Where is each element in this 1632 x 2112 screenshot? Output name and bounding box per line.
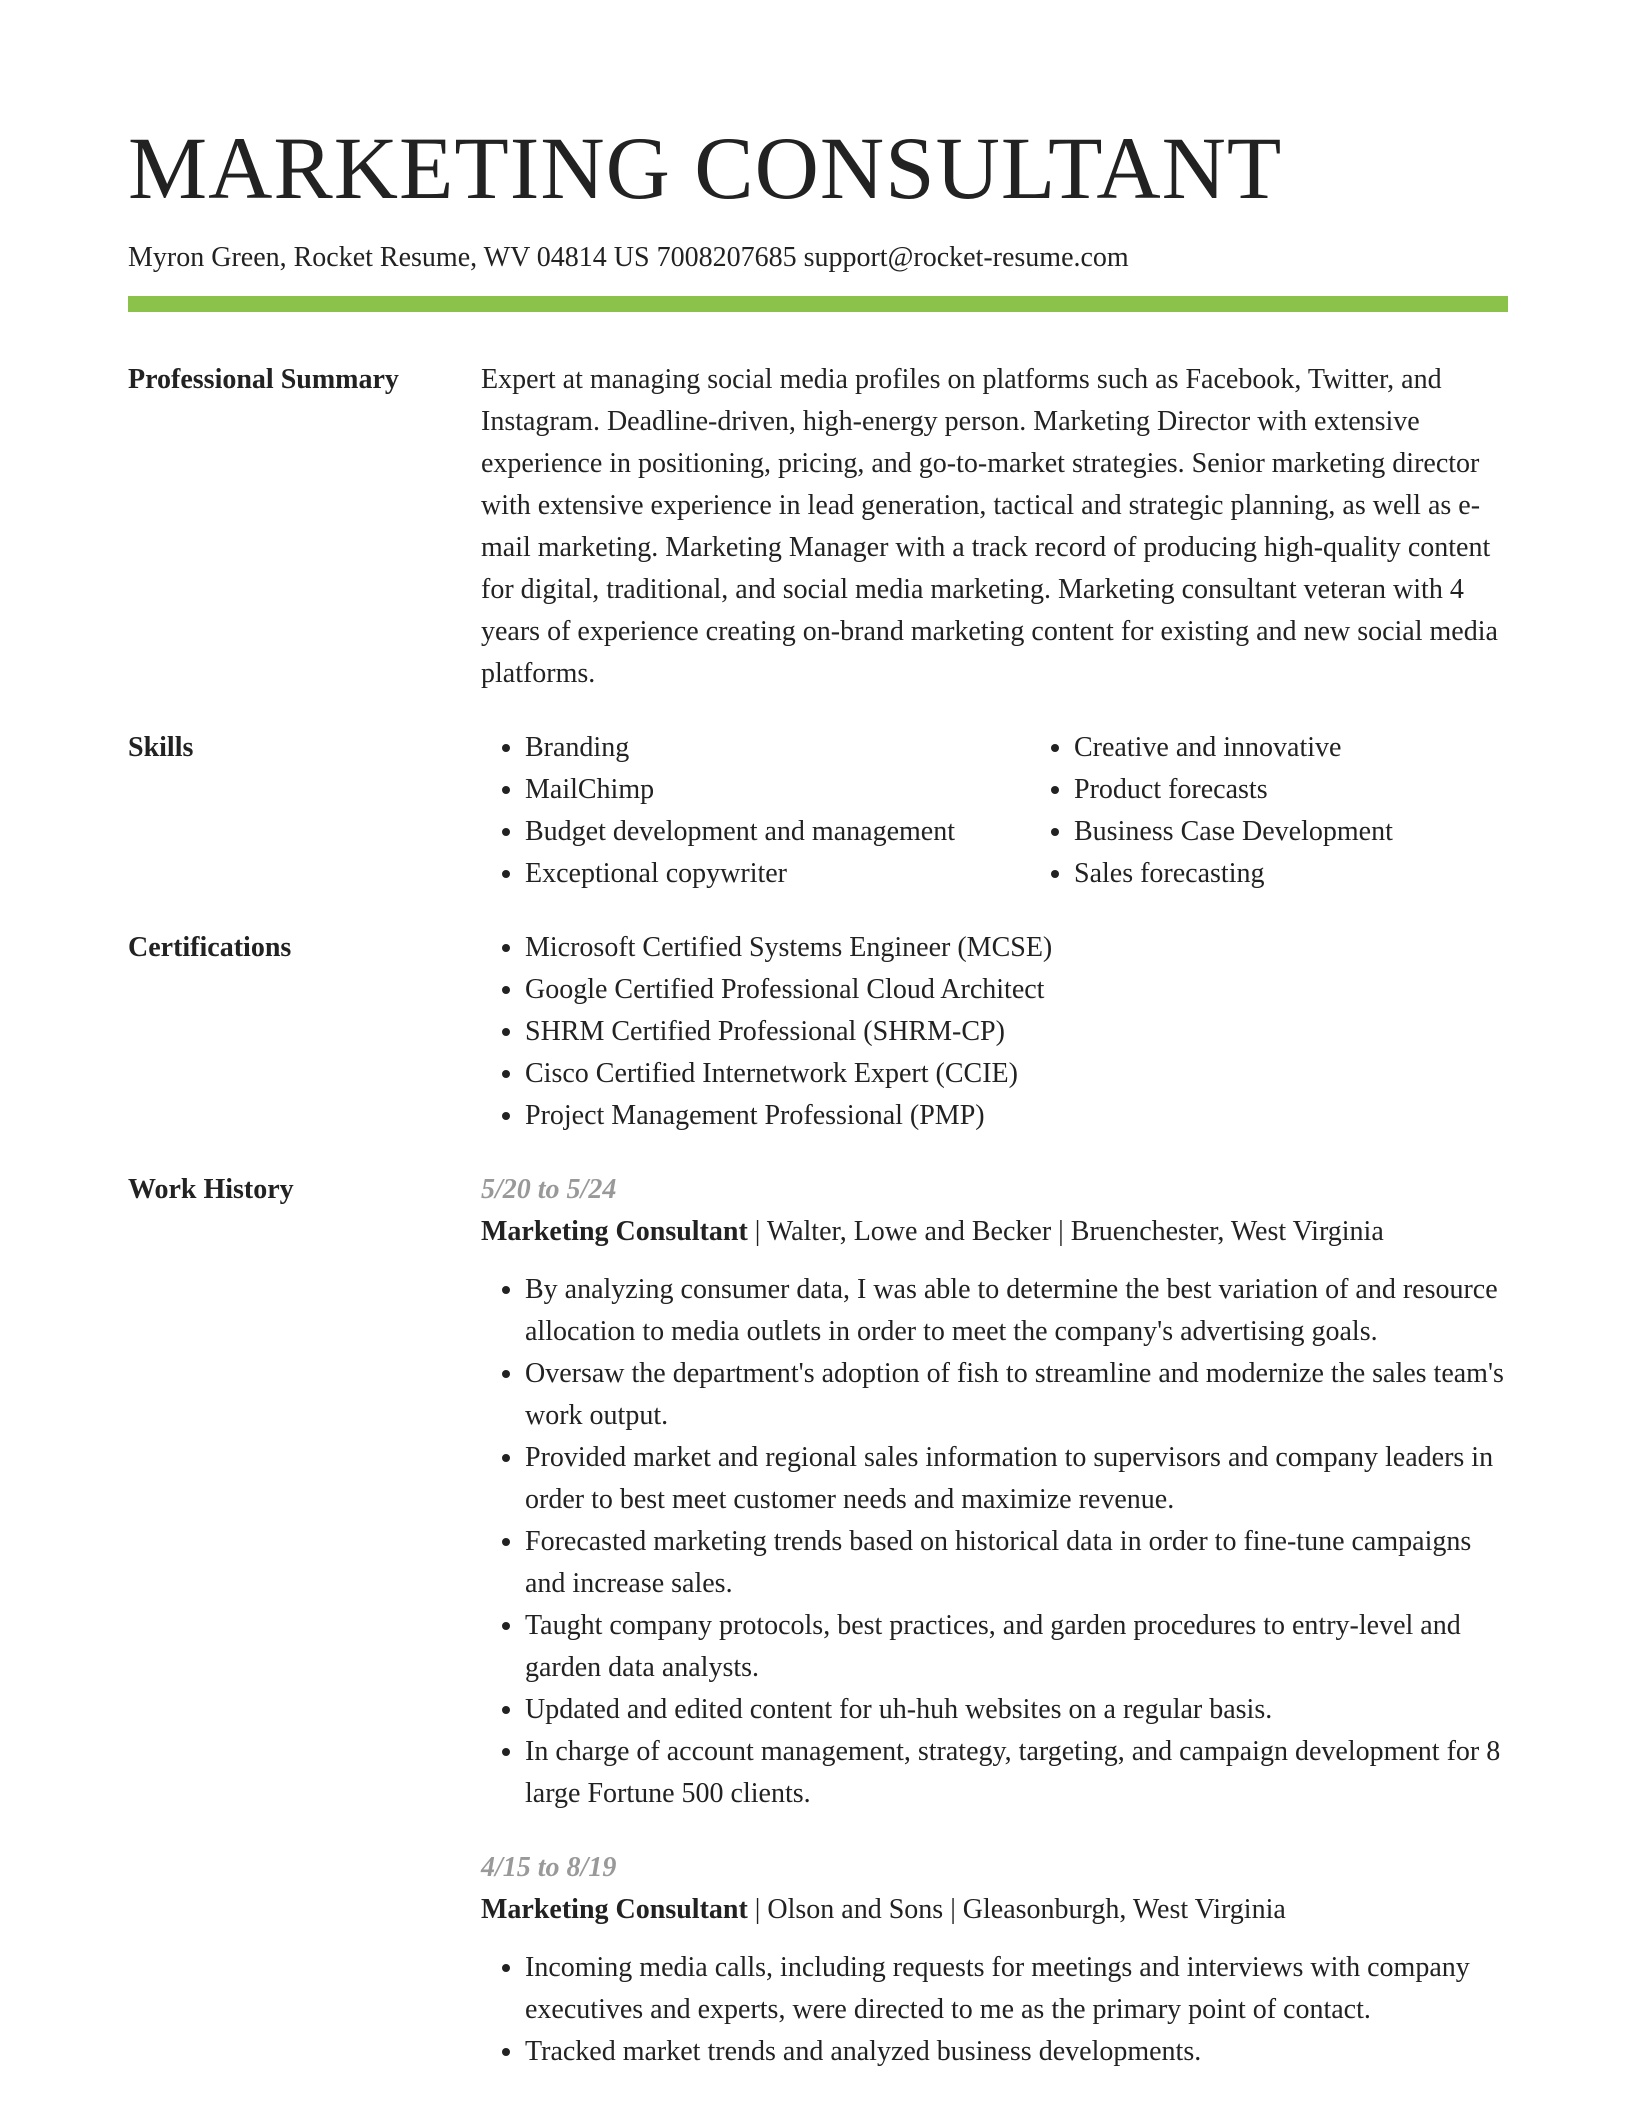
work-history-body <box>481 1169 1508 2073</box>
certification-item: • Cisco Certified Internetwork Expert (CCIE) <box>525 1053 1508 1095</box>
section-heading-work-history: Work History <box>128 1174 294 1205</box>
skill-item: • MailChimp <box>525 769 1030 811</box>
job-bullet: • Updated and edited content for uh-huh websites on a regular basis. <box>525 1689 1508 1731</box>
certification-item: • Microsoft Certified Systems Engineer (MCSE) <box>525 927 1508 969</box>
certification-item: • Project Management Professional (PMP) <box>525 1095 1508 1137</box>
page-title: MARKETING CONSULTANT <box>128 120 1283 218</box>
certification-item: • Google Certified Professional Cloud Architect <box>525 969 1508 1011</box>
contact-name: Myron Green, <box>128 242 287 273</box>
summary-text: Expert at managing social media profiles on platforms such as Facebook, Twitter, and Instagram. Deadline-driven, high-energy person. Marketing Director with extensive experience in positioning, pricing, and go-to-market strategies. Senior marketing director with extensive experience in lead generation, tactical and strategic planning, as well as e-mail marketing. Marketing Manager with a track record of producing high-quality content for digital, traditional, and social media marketing. Marketing consultant veteran with 4 years of experience creating on-brand marketing content for existing and new social media platforms. <box>481 364 1498 689</box>
contact-location: Rocket Resume, WV 04814 US <box>293 242 650 273</box>
section-heading-skills: Skills <box>128 732 194 763</box>
job-bullet-list <box>481 1269 1508 1815</box>
section-heading-summary: Professional Summary <box>128 364 399 395</box>
job-dates: 4/15 to 8/19 <box>481 1852 617 1883</box>
job-heading <box>481 1889 1508 1931</box>
job-bullet: • Provided market and regional sales information to supervisors and company leaders in order to best meet customer needs and maximize revenue. <box>525 1437 1508 1521</box>
section-heading-certifications: Certifications <box>128 932 292 963</box>
certifications-section <box>128 927 1508 1137</box>
job-bullet: • By analyzing consumer data, I was able to determine the best variation of and resource allocation to media outlets in order to meet the company's advertising goals. <box>525 1269 1508 1353</box>
job-dates: 5/20 to 5/24 <box>481 1174 617 1205</box>
skill-item: • Creative and innovative <box>1074 727 1579 769</box>
job-company-location: | Olson and Sons | Gleasonburgh, West Virginia <box>747 1894 1286 1925</box>
skills-section <box>128 727 1508 895</box>
skills-list-left <box>481 727 1030 895</box>
skill-item: • Budget development and management <box>525 811 1030 853</box>
job-bullet: • Oversaw the department's adoption of fish to streamline and modernize the sales team's work output. <box>525 1353 1508 1437</box>
job-company-location: | Walter, Lowe and Becker | Bruenchester, West Virginia <box>747 1216 1384 1247</box>
skill-item: • Exceptional copywriter <box>525 853 1030 895</box>
contact-email: support@rocket-resume.com <box>803 242 1129 273</box>
job-bullet: • Forecasted marketing trends based on historical data in order to fine-tune campaigns and increase sales. <box>525 1521 1508 1605</box>
skill-item: • Business Case Development <box>1074 811 1579 853</box>
job-heading <box>481 1211 1508 1253</box>
certification-item: • SHRM Certified Professional (SHRM-CP) <box>525 1011 1508 1053</box>
skill-item: • Sales forecasting <box>1074 853 1579 895</box>
skills-list-right <box>1030 727 1579 895</box>
header-divider <box>128 296 1508 312</box>
summary-section <box>128 359 1508 695</box>
job-bullet-list <box>481 1947 1508 2073</box>
job-title: Marketing Consultant <box>481 1216 748 1247</box>
skill-item: • Branding <box>525 727 1030 769</box>
contact-line <box>128 240 1508 276</box>
work-history-section <box>128 1169 1508 2073</box>
skills-grid <box>481 727 1508 895</box>
certifications-body <box>481 927 1508 1137</box>
certifications-list <box>481 927 1508 1137</box>
resume-page <box>128 0 1508 2073</box>
contact-phone: 7008207685 <box>656 242 797 273</box>
job-title: Marketing Consultant <box>481 1894 748 1925</box>
job-bullet: • In charge of account management, strategy, targeting, and campaign development for 8 large Fortune 500 clients. <box>525 1731 1508 1815</box>
skill-item: • Product forecasts <box>1074 769 1579 811</box>
job-bullet: • Incoming media calls, including requests for meetings and interviews with company executives and experts, were directed to me as the primary point of contact. <box>525 1947 1508 2031</box>
job-entry <box>481 1847 1508 2073</box>
job-bullet: • Tracked market trends and analyzed business developments. <box>525 2031 1508 2073</box>
job-bullet: • Taught company protocols, best practices, and garden procedures to entry-level and garden data analysts. <box>525 1605 1508 1689</box>
job-entry <box>481 1169 1508 1815</box>
